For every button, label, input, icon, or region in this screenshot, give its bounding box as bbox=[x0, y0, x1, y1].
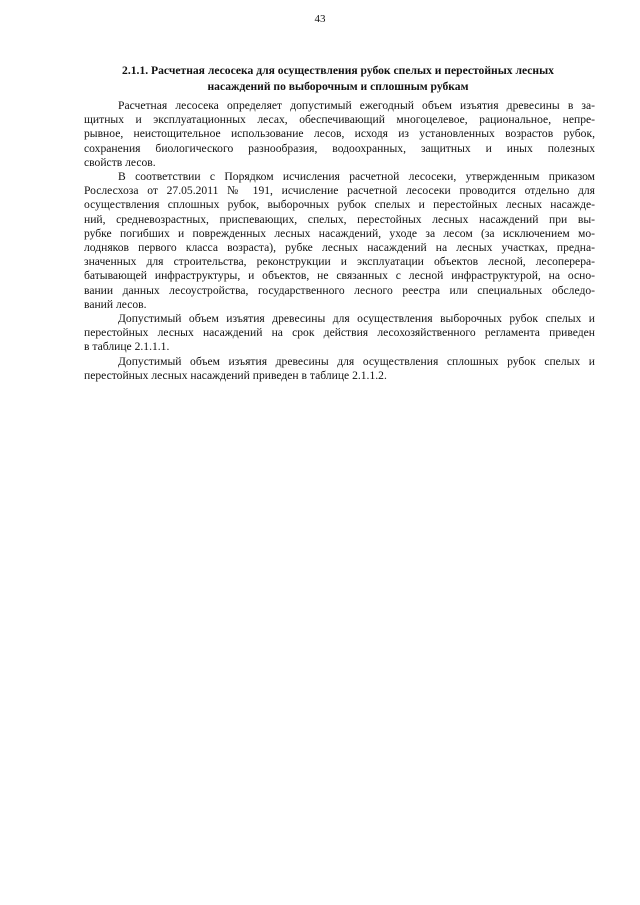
text-line: Допустимый объем изъятия древесины для осуществления выборочных рубок спелых и bbox=[118, 312, 595, 326]
paragraph-allowable-cut bbox=[84, 99, 595, 170]
text-line: щитных и эксплуатационных лесах, обеспечивающий многоцелевое, рациональное, непре- bbox=[84, 113, 595, 127]
text-line: лодняков первого класса возраста), рубке лесных насаждений на лесных участках, предна- bbox=[84, 241, 595, 255]
paragraph-calculation-order bbox=[84, 170, 595, 312]
text-line: осуществления сплошных рубок, выборочных рубок спелых и перестойных лесных насажде- bbox=[84, 198, 595, 212]
body-text bbox=[84, 99, 595, 383]
text-line: значенных для строительства, реконструкции и эксплуатации объектов лесной, лесоперера- bbox=[84, 255, 595, 269]
text-line: свойств лесов. bbox=[84, 155, 156, 169]
heading-line: насаждений по выборочным и сплошным рубкам bbox=[207, 80, 469, 93]
text-line: В соответствии с Порядком исчисления расчетной лесосеки, утвержденным приказом bbox=[118, 170, 595, 184]
text-line: сохранения биологического разнообразия, водоохранных, защитных и иных полезных bbox=[84, 141, 595, 155]
text-line: Допустимый объем изъятия древесины для осуществления сплошных рубок спелых и bbox=[118, 354, 595, 368]
text-line: в таблице 2.1.1.1. bbox=[84, 340, 170, 354]
text-line: Рослесхоза от 27.05.2011 № 191, исчисление расчетной лесосеки проводится отдельно для bbox=[84, 184, 595, 198]
paragraph-clear-cuttings bbox=[84, 355, 595, 383]
text-line: перестойных лесных насаждений приведен в таблице 2.1.1.2. bbox=[84, 368, 387, 382]
text-line: рубке погибших и поврежденных лесных насаждений, уходе за лесом (за исключением мо- bbox=[84, 226, 595, 240]
text-line: Расчетная лесосека определяет допустимый ежегодный объем изъятия древесины в за- bbox=[118, 99, 595, 112]
text-line: рывное, неистощительное использование лесов, исходя из установленных возрастов рубок, bbox=[84, 127, 595, 141]
text-line: вании данных лесоустройства, государственного лесного реестра или специальных обследо- bbox=[84, 283, 595, 297]
text-line: батывающей инфраструктуры, и объектов, не связанных с лесной инфраструктурой, на осно- bbox=[84, 269, 595, 283]
text-line: ваний лесов. bbox=[84, 297, 147, 311]
section-heading bbox=[84, 63, 592, 95]
page-number: 43 bbox=[314, 13, 326, 25]
text-line: перестойных лесных насаждений на срок действия лесохозяйственного регламента приведен bbox=[84, 326, 595, 340]
heading-line: 2.1.1. Расчетная лесосека для осуществления рубок спелых и перестойных лесных bbox=[122, 64, 554, 77]
text-line: ний, средневозрастных, приспевающих, спелых, перестойных лесных насаждений при вы- bbox=[84, 212, 595, 226]
paragraph-selective-cuttings bbox=[84, 312, 595, 355]
